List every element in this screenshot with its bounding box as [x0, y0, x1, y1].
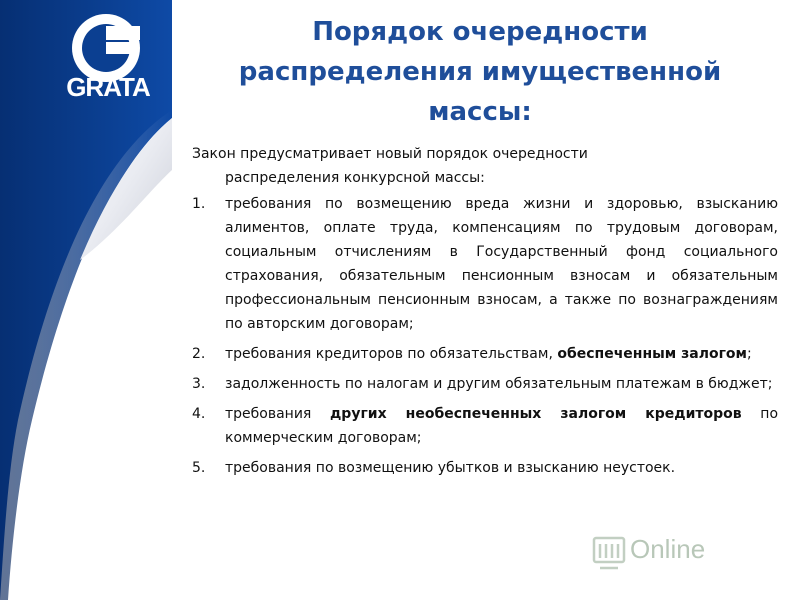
list-number: 5. — [192, 460, 206, 476]
slide-title — [190, 12, 770, 132]
list-text-bold: других необеспеченных залогом кредиторов — [330, 406, 742, 422]
list-item — [192, 456, 778, 480]
list-item — [192, 402, 778, 450]
list-item — [192, 342, 778, 366]
list-number: 4. — [192, 406, 206, 422]
title-line: массы: — [428, 97, 532, 127]
title-line: Порядок очередности — [312, 17, 648, 47]
watermark-text: Online — [630, 534, 706, 564]
logo-wordmark: GRATA — [66, 72, 150, 102]
intro-line: Закон предусматривает новый порядок очередности — [192, 146, 588, 162]
list-number: 2. — [192, 346, 206, 362]
list-text: требования по возмещению убытков и взысканию неустоек. — [225, 460, 676, 476]
title-line: распределения имущественной — [238, 57, 722, 87]
list-item — [192, 192, 778, 336]
intro-paragraph — [192, 142, 778, 190]
list-text: задолженность по налогам и другим обязательным платежам в бюджет; — [225, 376, 773, 392]
slide-body — [192, 142, 778, 486]
list-item — [192, 372, 778, 396]
list-text: требования — [225, 406, 330, 422]
list-text: требования кредиторов по обязательствам, — [225, 346, 558, 362]
list-number: 1. — [192, 196, 206, 212]
list-text-bold: обеспеченным залогом — [557, 346, 747, 362]
intro-line: распределения конкурсной массы: — [225, 170, 485, 186]
list-number: 3. — [192, 376, 206, 392]
list-text: по коммерческим договорам; — [225, 406, 779, 446]
list-text: требования по возмещению вреда жизни и здоровью, взысканию алиментов, оплате труда, компенсациям по трудовым договорам, социальным отчислениям в Государственный фонд социального страхования, обязательным пенсионным взносам и обязательным профессиональным пенсионным взносам, а также по вознаграждениям по авторским договорам; — [225, 196, 778, 332]
list-text: ; — [746, 346, 752, 362]
